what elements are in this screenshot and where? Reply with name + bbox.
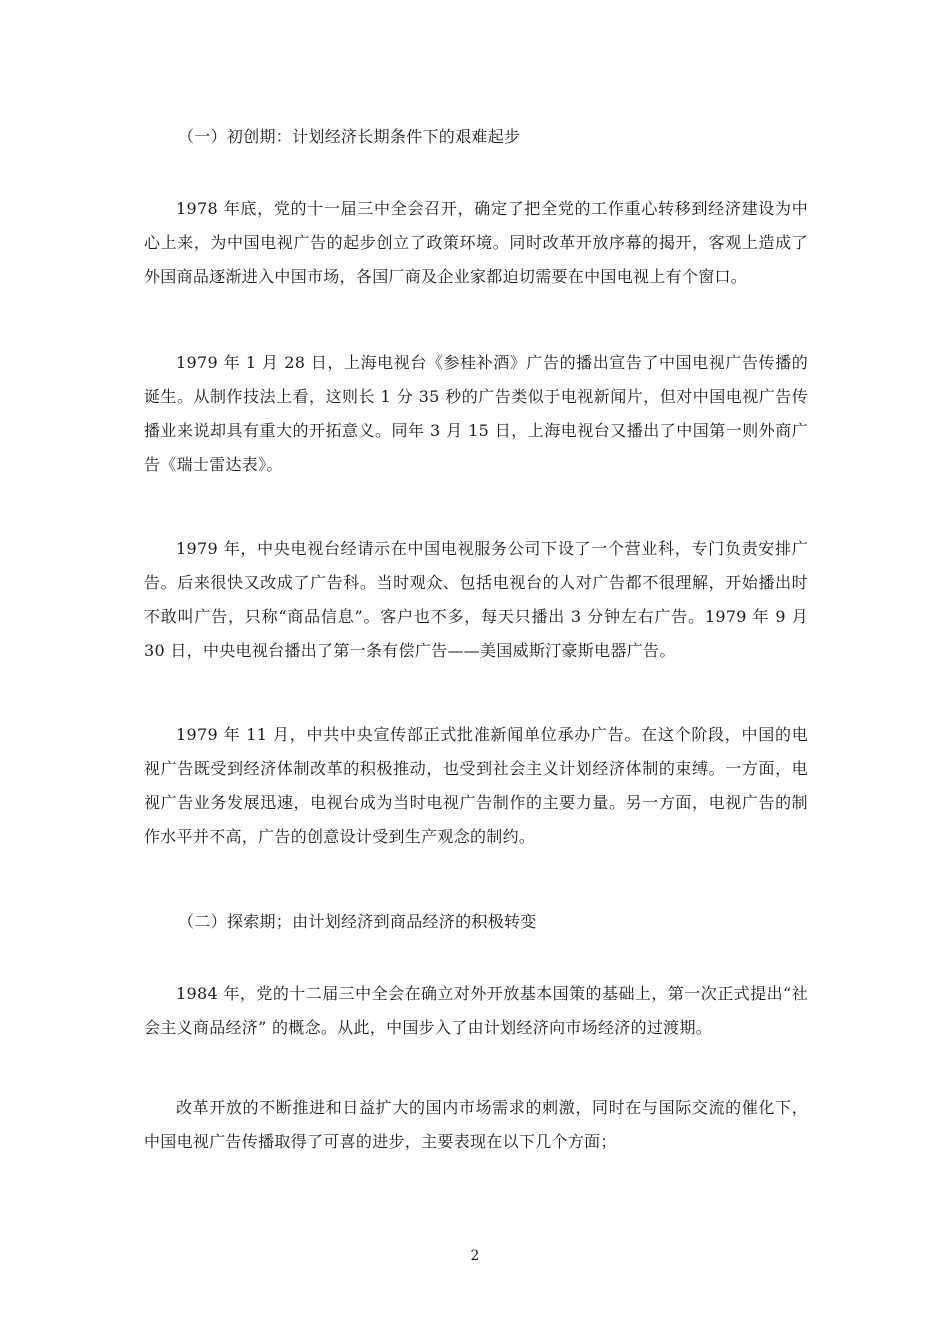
paragraph-2: 1979 年 1 月 28 日，上海电视台《参桂补酒》广告的播出宣告了中国电视广告传播的诞生。从制作技法上看，这则长 1 分 35 秒的广告类似于电视新闻片，但对中国电视广告传播业来说却具有重大的开拓意义。同年 3 月 15 日，上海电视台又播出了中国第一则外商广告《瑞士雷达表》。 bbox=[144, 353, 808, 474]
paragraph-4: 1979 年 11 月，中共中央宣传部正式批准新闻单位承办广告。在这个阶段，中国的电视广告既受到经济体制改革的积极推动，也受到社会主义计划经济体制的束缚。一方面，电视广告业务发展迅速，电视台成为当时电视广告制作的主要力量。另一方面，电视广告的制作水平并不高，广告的创意设计受到生产观念的制约。 bbox=[144, 725, 808, 846]
paragraph-5: 1984 年，党的十二届三中全会在确立对外开放基本国策的基础上，第一次正式提出“社会主义商品经济” 的概念。从此，中国步入了由计划经济向市场经济的过渡期。 bbox=[144, 984, 808, 1037]
paragraph-1: 1978 年底，党的十一届三中全会召开，确定了把全党的工作重心转移到经济建设为中心上来，为中国电视广告的起步创立了政策环境。同时改革开放序幕的揭开，客观上造成了外国商品逐渐进入中国市场，各国厂商及企业家都迫切需要在中国电视上有个窗口。 bbox=[144, 199, 808, 286]
paragraph-3: 1979 年，中央电视台经请示在中国电视服务公司下设了一个营业科，专门负责安排广告。后来很快又改成了广告科。当时观众、包括电视台的人对广告都不很理解，开始播出时不敢叫广告，只称“商品信息”。客户也不多，每天只播出 3 分钟左右广告。1979 年 9 月 30 日，中央电视台播出了第一条有偿广告——美国威斯汀豪斯电器广告。 bbox=[144, 539, 808, 660]
section-heading-2: （二）探索期；由计划经济到商品经济的积极转变 bbox=[178, 912, 537, 931]
page-number: 2 bbox=[470, 1248, 480, 1264]
paragraph-6: 改革开放的不断推进和日益扩大的国内市场需求的刺激，同时在与国际交流的催化下，中国电视广告传播取得了可喜的进步，主要表现在以下几个方面； bbox=[144, 1098, 808, 1151]
section-heading-1: （一）初创期：计划经济长期条件下的艰难起步 bbox=[178, 127, 521, 146]
